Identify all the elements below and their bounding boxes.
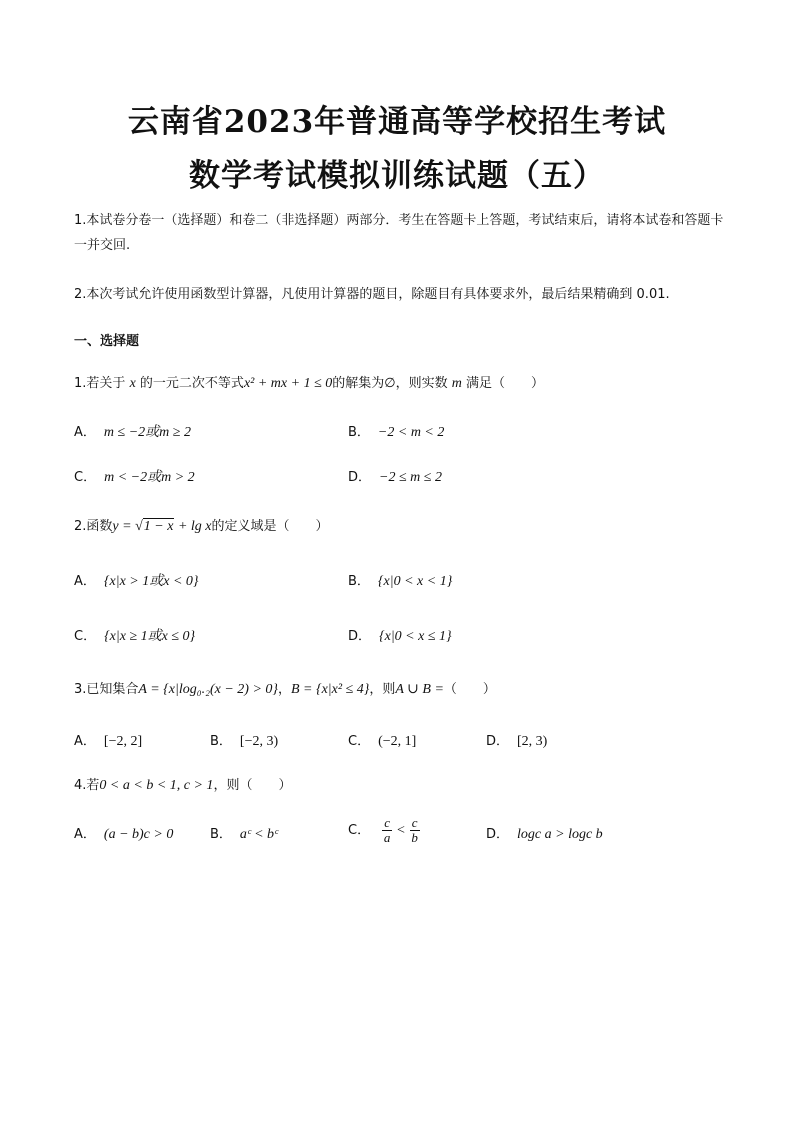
- question-number: 4.: [74, 778, 87, 793]
- condition: 0 < a < b < 1, c > 1: [99, 778, 214, 793]
- section-heading: 一、选择题: [74, 334, 140, 349]
- fraction: $\frac{c}{b}$: [411, 815, 418, 845]
- page-title-line-1: 云南省2023年普通高等学校招生考试: [127, 104, 667, 140]
- question-1-stem: 1.若关于 x 的一元二次不等式x² + mx + 1 ≤ 0的解集为∅，则实数 m 满足（ ）: [74, 376, 545, 391]
- option-d[interactable]: D． [2, 3): [486, 734, 548, 749]
- question-3-stem: 3.已知集合A = {x|log₀.₂(x − 2) > 0}，B = {x|x² ≤ 4}，则A ∪ B =（ ）: [74, 682, 496, 697]
- fraction: $\frac{c}{a}$: [383, 815, 391, 845]
- option-c[interactable]: C． {x|x ≥ 1或x ≤ 0}: [74, 629, 196, 644]
- option-b[interactable]: B． [−2, 3): [210, 734, 279, 749]
- option-c[interactable]: C． (−2, 1]: [348, 734, 417, 749]
- question-4-stem: 4.若0 < a < b < 1, c > 1，则（ ）: [74, 778, 292, 793]
- option-a[interactable]: A． (a − b)c > 0: [74, 827, 174, 842]
- set-a: A = {x|log₀.₂(x − 2) > 0}: [138, 682, 278, 697]
- question-number: 2.: [74, 519, 87, 534]
- question-number: 1.: [74, 376, 87, 391]
- question-2-stem: 2.函数y = √1 − x + lg x的定义域是（ ）: [74, 519, 329, 534]
- option-b[interactable]: B． {x|0 < x < 1}: [348, 574, 453, 589]
- option-b[interactable]: B． aᶜ < bᶜ: [210, 827, 278, 842]
- option-c[interactable]: C． $\frac{c}{a}$ < $\frac{c}{b}$: [348, 815, 418, 845]
- option-b[interactable]: B． −2 < m < 2: [348, 425, 445, 440]
- set-b: B = {x|x² ≤ 4}: [291, 682, 370, 697]
- sqrt-expression: 1 − x: [143, 519, 174, 534]
- instruction-2: 2.本次考试允许使用函数型计算器，凡使用计算器的题目，除题目有具体要求外，最后结果精确到 0.01.: [74, 287, 670, 302]
- option-a[interactable]: A． {x|x > 1或x < 0}: [74, 574, 199, 589]
- page-title-line-2: 数学考试模拟训练试题（五）: [189, 158, 605, 194]
- option-d[interactable]: D． logc a > logc b: [486, 827, 603, 842]
- inequality: x² + mx + 1 ≤ 0: [243, 376, 333, 391]
- option-a[interactable]: A． m ≤ −2或m ≥ 2: [74, 425, 191, 440]
- option-a[interactable]: A． [−2, 2]: [74, 734, 143, 749]
- question-number: 3.: [74, 682, 87, 697]
- instruction-1: 1.本试卷分卷一（选择题）和卷二（非选择题）两部分．考生在答题卡上答题，考试结束后，请将本试卷和答题卡一并交回.: [74, 213, 724, 253]
- option-d[interactable]: D． {x|0 < x ≤ 1}: [348, 629, 452, 644]
- option-c[interactable]: C． m < −2或m > 2: [74, 470, 195, 485]
- option-d[interactable]: D． −2 ≤ m ≤ 2: [348, 470, 442, 485]
